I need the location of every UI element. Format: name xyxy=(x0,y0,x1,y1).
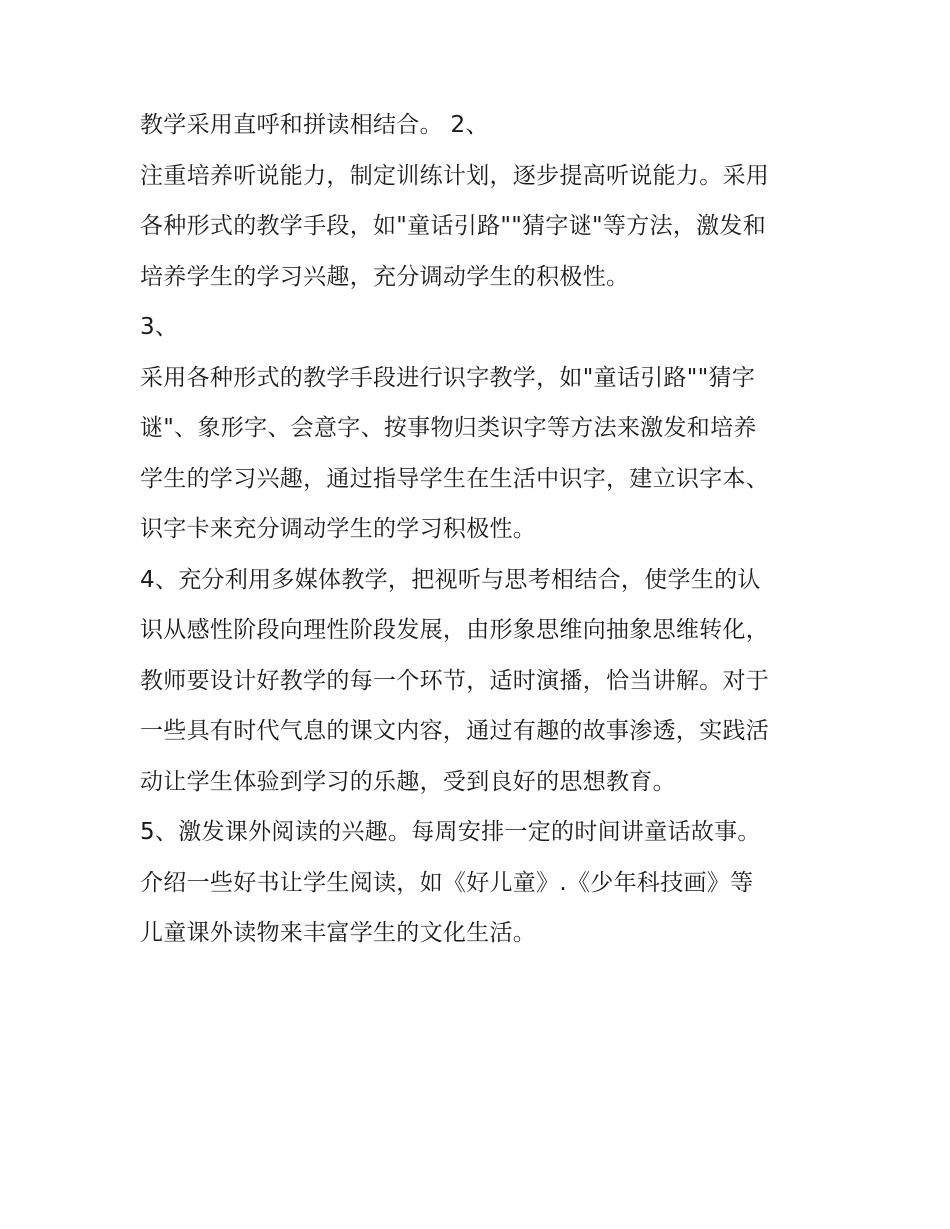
text-line: 教学采用直呼和拼读相结合。 2、 xyxy=(140,112,489,138)
text-line: 5、激发课外阅读的兴趣。每周安排一定的时间讲童话故事。 xyxy=(140,819,761,845)
text-line: 3、 xyxy=(140,314,179,340)
text-line: 4、充分利用多媒体教学，把视听与思考相结合，使学生的认 xyxy=(140,566,761,593)
document-body xyxy=(140,100,820,959)
text-line: 识字卡来充分调动学生的学习积极性。 xyxy=(140,516,537,542)
text-line: 注重培养听说能力，制定训练计划，逐步提高听说能力。采用 xyxy=(140,162,770,189)
text-line: 谜"、象形字、会意字、按事物归类识字等方法来激发和培养 xyxy=(140,415,757,441)
text-line: 动让学生体验到学习的乐趣，受到良好的思想教育。 xyxy=(140,768,676,795)
text-line: 培养学生的学习兴趣，充分调动学生的积极性。 xyxy=(140,263,630,290)
text-line: 学生的学习兴趣，通过指导学生在生活中识字，建立识字本、 xyxy=(140,465,770,492)
text-line: 儿童课外读物来丰富学生的文化生活。 xyxy=(140,920,537,946)
text-line: 识从感性阶段向理性阶段发展，由形象思维向抽象思维转化， xyxy=(140,617,770,643)
text-line: 一些具有时代气息的课文内容，通过有趣的故事渗透，实践活 xyxy=(140,718,770,744)
text-line: 介绍一些好书让学生阅读，如《好儿童》.《少年科技画》等 xyxy=(140,869,754,896)
text-line: 教师要设计好教学的每一个环节，适时演播，恰当讲解。对于 xyxy=(140,667,770,694)
text-line: 各种形式的教学手段，如"童话引路""猜字谜"等方法，激发和 xyxy=(140,213,767,239)
text-line: 采用各种形式的教学手段进行识字教学，如"童话引路""猜字 xyxy=(140,364,756,391)
